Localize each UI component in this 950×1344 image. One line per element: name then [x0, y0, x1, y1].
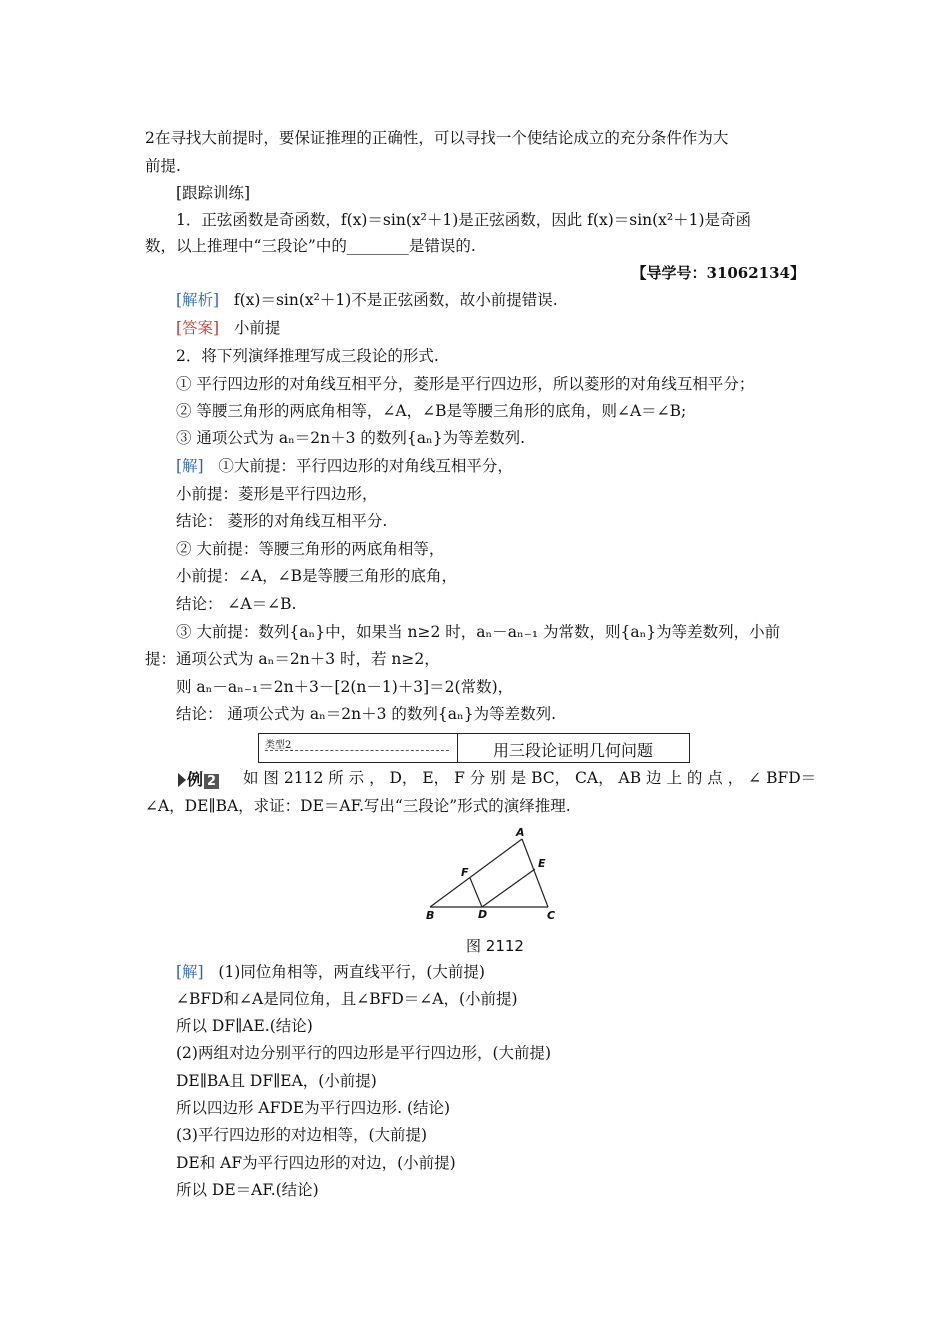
point-label-E: E: [538, 857, 546, 870]
q1-line-1: 1．正弦函数是奇函数，f(x)＝sin(x²＋1)是正弦函数，因此 f(x)＝sin(x²＋1)是奇函: [176, 211, 752, 229]
analysis-label: [解析]: [176, 291, 220, 309]
sol2-line-8: 提：通项公式为 aₙ＝2n＋3 时，若 n≥2，: [145, 650, 440, 668]
sol2-line-3: 结论： 菱形的对角线互相平分.: [176, 512, 388, 530]
point-label-F: F: [461, 866, 469, 879]
sol3-line-9: 所以 DE＝AF.(结论): [176, 1181, 319, 1199]
sol2-label: [解]: [176, 457, 204, 475]
example-number: 2: [204, 774, 219, 789]
section-header: [258, 733, 690, 763]
sol2-line-1: [176, 456, 513, 476]
sol3-line-3: 所以 DF∥AE.(结论): [176, 1017, 313, 1035]
section-tag: 类型2: [265, 740, 292, 751]
sol3-line-4: (2)两组对边分别平行的四边形是平行四边形，(大前提): [176, 1044, 552, 1062]
point-label-D: D: [478, 908, 488, 921]
example-line-2: ∠A，DE∥BA，求证：DE＝AF.写出“三段论”形式的演绎推理.: [145, 797, 571, 815]
example-badge: [178, 767, 219, 787]
section-title: 用三段论证明几何问题: [492, 741, 653, 760]
sol3-line-5: DE∥BA且 DF∥EA，(小前提): [176, 1072, 377, 1090]
sol2-line-9: 则 aₙ－aₙ₋₁＝2n＋3－[2(n－1)＋3]＝2(常数)，: [176, 678, 514, 696]
point-label-A: A: [516, 826, 525, 839]
follow-training-label: [跟踪训练]: [176, 184, 251, 202]
q2-title: 2．将下列演绎推理写成三段论的形式.: [176, 347, 439, 365]
q2-item-2: ② 等腰三角形的两底角相等，∠A，∠B是等腰三角形的底角，则∠A＝∠B;: [176, 402, 687, 420]
sol3-line-8: DE和 AF为平行四边形的对边，(小前提): [176, 1154, 456, 1172]
segment-DE: [482, 869, 535, 907]
section-tag-cell: [259, 734, 458, 762]
sol3-line-6: 所以四边形 AFDE为平行四边形. (结论): [176, 1099, 451, 1117]
answer-text: 小前提: [233, 319, 281, 337]
point-label-C: C: [547, 909, 556, 922]
q2-item-1: ① 平行四边形的对角线互相平分，菱形是平行四边形，所以菱形的对角线互相平分；: [176, 375, 755, 393]
example-line-1: 如 图 2112 所 示 ， D， E， F 分 别 是 BC， CA， AB 边 上 的 点 ， ∠ BFD＝: [243, 769, 817, 787]
sol3-line-7: (3)平行四边形的对边相等，(大前提): [176, 1126, 428, 1144]
answer-label: [答案]: [176, 319, 220, 337]
segment-AC: [522, 839, 548, 907]
intro-line-1: 2在寻找大前提时，要保证推理的正确性，可以寻找一个使结论成立的充分条件作为大: [145, 129, 729, 147]
q2-item-3: ③ 通项公式为 aₙ＝2n＋3 的数列{aₙ}为等差数列.: [176, 429, 526, 447]
example-arrow-icon: [178, 773, 186, 787]
sol2-line-10: 结论： 通项公式为 aₙ＝2n＋3 的数列{aₙ}为等差数列.: [176, 705, 557, 723]
figure-caption: 图 2112: [466, 937, 524, 955]
segment-FD: [470, 878, 482, 907]
q1-line-2: 数，以上推理中“三段论”中的________是错误的.: [145, 237, 476, 255]
example-badge-label: 例: [187, 770, 204, 789]
analysis-text: f(x)＝sin(x²＋1)不是正弦函数，故小前提错误.: [233, 291, 558, 309]
sol2-line-5: 小前提：∠A，∠B是等腰三角形的底角，: [176, 567, 458, 585]
sol2-line-7: ③ 大前提：数列{aₙ}中，如果当 n≥2 时，aₙ－aₙ₋₁ 为常数，则{aₙ}为等差数列，小前: [176, 623, 781, 641]
sol3-text-1: (1)同位角相等，两直线平行，(大前提): [218, 963, 485, 981]
sol2-line-2: 小前提：菱形是平行四边形，: [176, 485, 378, 503]
section-dotted-rule: [265, 750, 449, 751]
segment-AB: [430, 839, 522, 907]
guide-number: 【导学号：31062134】: [631, 264, 805, 282]
triangle-figure: [420, 823, 570, 923]
answer-line: [176, 318, 280, 338]
sol3-line-2: ∠BFD和∠A是同位角，且∠BFD＝∠A，(小前提): [176, 990, 518, 1008]
point-label-B: B: [426, 909, 435, 922]
sol2-text-1: ①大前提：平行四边形的对角线互相平分，: [218, 457, 513, 475]
intro-line-2: 前提.: [145, 157, 181, 175]
sol2-line-4: ② 大前提：等腰三角形的两底角相等，: [176, 540, 445, 558]
sol3-label: [解]: [176, 963, 204, 981]
analysis-line: [176, 290, 558, 310]
sol3-line-1: [176, 962, 485, 982]
sol2-line-6: 结论： ∠A＝∠B.: [176, 595, 297, 613]
